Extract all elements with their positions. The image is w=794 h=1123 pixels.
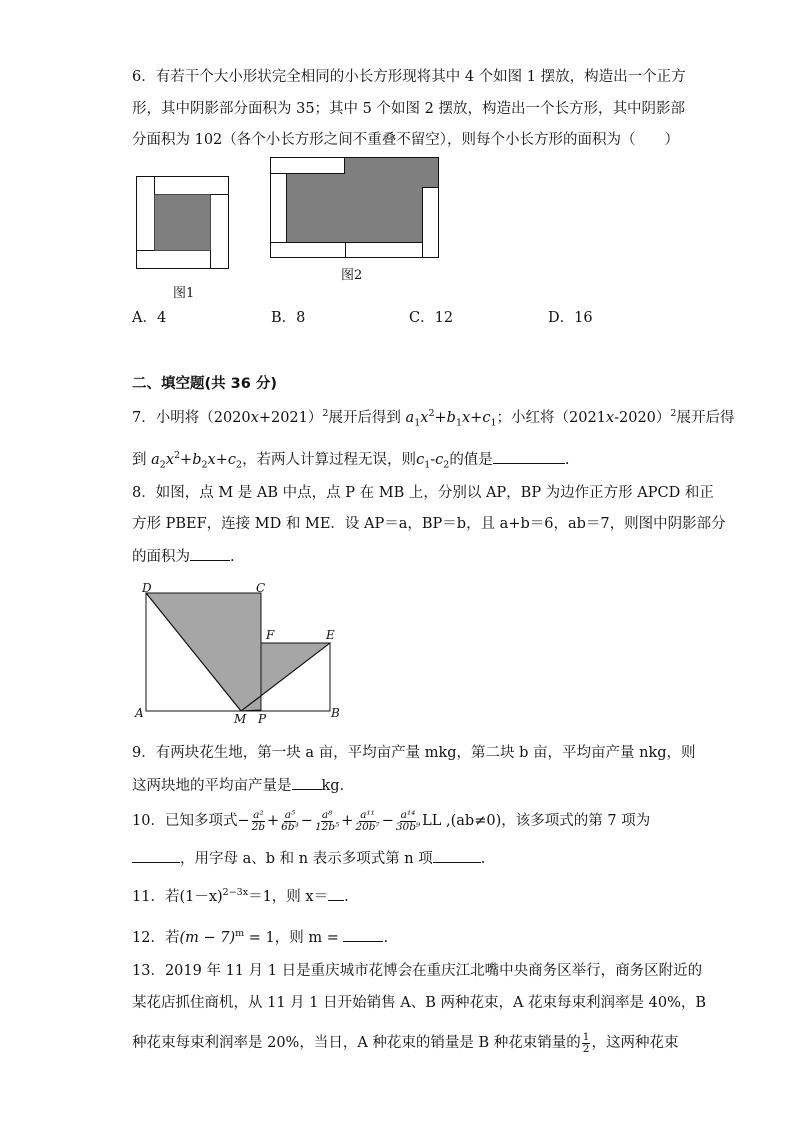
q11-exponent: 2−3x — [222, 887, 249, 898]
label-E: E — [326, 628, 335, 642]
q9-answer-blank[interactable] — [292, 775, 322, 790]
q9-text: 这两块地的平均亩产量是 — [132, 778, 292, 794]
q10-line1: 10．已知多项式− $\frac{\text{a²}}{2b}$ + $\frac{\text{a⁵}}{\text{6b³}}$ − $\frac{\text{a⁸}}{\text{12b⁵}}$ + $\frac{\text{a¹¹}}{\text{20b⁷}}$ − $\frac{\text{a¹⁴}}{\text{30b⁹}}$ LL ,(ab≠0)，该多项式的第 7 项为 — [132, 808, 651, 833]
q10-term-2: $\frac{\text{a⁵}}{\text{6b³}}$ — [281, 808, 299, 833]
q8-line2: 方形 PBEF，连接 MD 和 ME．设 AP＝a，BP＝b，且 a+b＝6，ab＝7，则图中阴影部分 — [132, 516, 726, 532]
label-B: B — [331, 706, 340, 720]
q13-line1: 13．2019 年 11 月 1 日是重庆城市花博会在重庆江北嘴中央商务区举行，商务区附近的 — [132, 963, 703, 979]
q10-text: LL ,(ab≠0)，该多项式的第 7 项为 — [422, 813, 651, 829]
q9-line2 — [132, 775, 354, 796]
q7-text: 展开后得 — [676, 409, 735, 426]
q6-line2: 形，其中阴影部分面积为 35；其中 5 个如图 2 摆放，构造出一个长方形，其中阴影部 — [132, 101, 685, 117]
q7-text: ；小红将（2021 — [496, 409, 606, 426]
q8-line3 — [132, 546, 235, 567]
q8-answer-blank[interactable] — [190, 546, 230, 561]
label-M: M — [234, 712, 247, 726]
q6-option-b[interactable]: B．8 — [271, 310, 306, 326]
q7-answer-blank[interactable] — [493, 449, 565, 464]
q7-text: 到 — [132, 451, 147, 468]
q10-blank-2[interactable] — [433, 848, 481, 863]
q8-text: . — [230, 549, 235, 565]
q13-line3 — [132, 1030, 678, 1056]
q10-text: 10．已知多项式 — [132, 813, 238, 829]
q10-text: ，用字母 a、b 和 n 表示多项式第 n 项 — [180, 851, 433, 867]
q12-answer-blank[interactable] — [343, 927, 383, 942]
q7-text: 7．小明将（2020 — [132, 409, 251, 426]
q8-line1: 8．如图，点 M 是 AB 中点，点 P 在 MB 上，分别以 AP，BP 为边作正方形 APCD 和正 — [132, 485, 714, 501]
q7-text: ，若两人计算过程无误，则 — [242, 451, 417, 468]
q11-text: . — [344, 888, 349, 905]
label-A: A — [135, 706, 144, 720]
q12-text: . — [383, 929, 389, 946]
label-F: F — [266, 628, 275, 642]
q13-text: ，这两种花束 — [591, 1035, 679, 1051]
q7-line1: 7．小明将$(2020x+2021)^2$展开后得到 $a_1x^2+b_1x+c_1$；小红将$(2021x-2020)^2$展开后得 — [132, 408, 735, 429]
q12-exponent: m — [235, 928, 245, 939]
q6-line1: 6．有若干个大小形状完全相同的小长方形现将其中 4 个如图 1 摆放，构造出一个正方 — [132, 69, 686, 85]
label-C: C — [256, 581, 266, 595]
q11-text: ＝1，则 x＝ — [248, 888, 329, 905]
q6-option-d[interactable]: D．16 — [548, 310, 593, 326]
q8-text: 的面积为 — [132, 549, 190, 565]
q9-line1: 9．有两块花生地，第一块 a 亩，平均亩产量 mkg，第二块 b 亩，平均亩产量 nkg，则 — [132, 745, 696, 761]
q12-line — [132, 924, 388, 948]
q10-blank-1[interactable] — [132, 848, 180, 863]
label-P: P — [258, 712, 267, 726]
q10-term-3: $\frac{\text{a⁸}}{\text{12b⁵}}$ — [314, 808, 340, 833]
section-title: 二、填空题(共 36 分) — [132, 376, 278, 392]
q9-text: kg． — [321, 778, 355, 794]
q6-line3: 分面积为 102（各个小长方形之间不重叠不留空），则每个小长方形的面积为（ ） — [132, 132, 680, 148]
label-D: D — [142, 581, 152, 595]
q6-figure-1 — [136, 176, 236, 276]
q13-line2: 某花店抓住商机，从 11 月 1 日开始销售 A、B 两种花束，A 花束每束利润率是 40%，B — [132, 995, 707, 1011]
q10-term-1: $\frac{\text{a²}}{2b}$ — [251, 808, 266, 833]
q10-line2 — [132, 848, 485, 869]
q6-option-a[interactable]: A．4 — [132, 310, 167, 326]
q6-figure-2 — [270, 157, 442, 261]
q8-figure — [130, 580, 360, 730]
fig2-caption: 图2 — [341, 268, 363, 283]
q7-text: -2020） — [614, 409, 671, 426]
q12-base: (m − 7) — [179, 929, 236, 946]
q11-line — [132, 883, 349, 907]
q12-text: = 1，则 m = — [244, 929, 344, 946]
q7-text: . — [564, 451, 570, 468]
q12-text: 12．若 — [132, 929, 180, 946]
q10-term-4: $\frac{\text{a¹¹}}{\text{20b⁷}}$ — [355, 808, 380, 833]
q6-option-c[interactable]: C．12 — [409, 310, 454, 326]
q7-text: 展开后得到 — [328, 409, 401, 426]
q13-text: 种花束每束利润率是 20%，当日，A 种花束的销量是 B 种花束销量的 — [132, 1035, 581, 1051]
q7-text: 的值是 — [449, 451, 493, 468]
q7-text: +2021） — [258, 409, 323, 426]
q11-text: 11．若(1－x) — [132, 888, 223, 905]
q10-text: . — [480, 851, 486, 867]
q11-answer-blank[interactable] — [328, 886, 344, 901]
q7-line2: 到 $a_2x^2+b_2x+c_2$，若两人计算过程无误，则$c_1-c_2$的值是 . — [132, 450, 570, 471]
q13-fraction-half: $\frac{1}{2}$ — [582, 1030, 590, 1055]
fig1-caption: 图1 — [173, 286, 195, 301]
q10-term-5: $\frac{\text{a¹⁴}}{\text{30b⁹}}$ — [395, 808, 421, 833]
